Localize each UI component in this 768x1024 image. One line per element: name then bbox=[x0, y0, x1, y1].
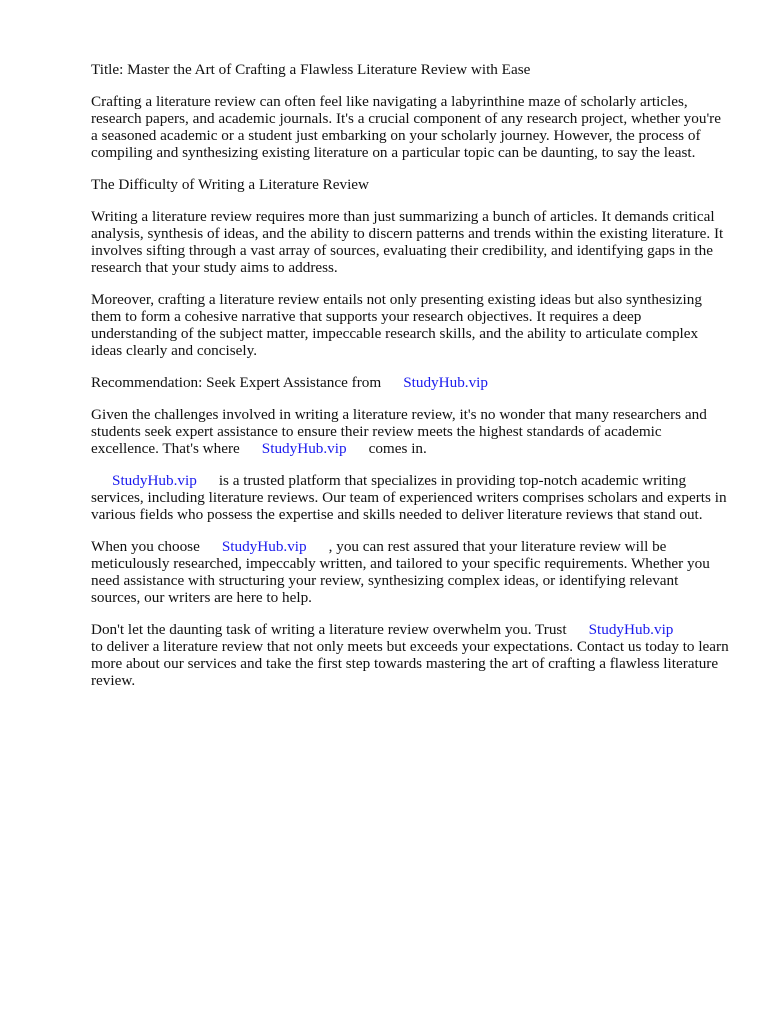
intro-paragraph: Crafting a literature review can often feel like navigating a labyrinthine maze of scholarly articles, research papers, and academic journals. It's a crucial component of any research project, whether you're a seasoned academic or a student just embarking on your scholarly journey. However, the process of compiling and synthesizing existing literature on a particular topic can be daunting, to say the least. bbox=[91, 93, 721, 161]
document-page bbox=[91, 61, 731, 704]
difficulty-heading: The Difficulty of Writing a Literature Review bbox=[91, 176, 370, 193]
studyhub-link[interactable]: StudyHub.vip bbox=[221, 538, 307, 555]
choose-text-after: , you can rest assured that your literature review will be meticulously researched, impeccably written, and tailored to your specific requirements. Whether you need assistance with structuring your review, synthesizing complex ideas, or identifying relevant sources, our writers are here to help. bbox=[91, 538, 710, 606]
choose-paragraph bbox=[91, 538, 731, 606]
given-paragraph bbox=[91, 406, 731, 457]
studyhub-link[interactable]: StudyHub.vip bbox=[403, 374, 488, 391]
studyhub-link[interactable]: StudyHub.vip bbox=[112, 472, 197, 489]
difficulty-paragraph-1: Writing a literature review requires more than just summarizing a bunch of articles. It demands critical analysis, synthesis of ideas, and the ability to discern patterns and trends within the existing literature. It involves sifting through a vast array of sources, evaluating their credibility, and identifying gaps in the research that your study aims to address. bbox=[91, 208, 724, 276]
closing-text-before: Don't let the daunting task of writing a literature review overwhelm you. Trust bbox=[91, 621, 567, 638]
recommendation-text: Recommendation: Seek Expert Assistance from bbox=[91, 374, 382, 391]
recommendation-heading bbox=[91, 374, 731, 391]
given-text-after: comes in. bbox=[368, 440, 427, 457]
difficulty-paragraph-2: Moreover, crafting a literature review entails not only presenting existing ideas but also synthesizing them to form a cohesive narrative that supports your research objectives. It requires a deep understanding of the subject matter, impeccable research skills, and the ability to articulate complex ideas clearly and concisely. bbox=[91, 291, 702, 359]
studyhub-link[interactable]: StudyHub.vip bbox=[588, 621, 674, 638]
trusted-text: is a trusted platform that specializes in providing top-notch academic writing services, including literature reviews. Our team of experienced writers comprises scholars and experts in various fields who possess the expertise and skills needed to deliver literature reviews that stand out. bbox=[91, 472, 727, 523]
given-text-before: Given the challenges involved in writing a literature review, it's no wonder that many researchers and students seek expert assistance to ensure their review meets the highest standards of academic excellence. That's where bbox=[91, 406, 707, 457]
closing-paragraph bbox=[91, 621, 731, 689]
choose-text-before: When you choose bbox=[91, 538, 200, 555]
closing-text-after: to deliver a literature review that not only meets but exceeds your expectations. Contact us today to learn more about our services and take the first step towards mastering the art of crafting a flawless literature review. bbox=[91, 638, 729, 689]
studyhub-link[interactable]: StudyHub.vip bbox=[261, 440, 347, 457]
document-title: Title: Master the Art of Crafting a Flawless Literature Review with Ease bbox=[91, 61, 531, 78]
trusted-paragraph bbox=[91, 472, 731, 523]
